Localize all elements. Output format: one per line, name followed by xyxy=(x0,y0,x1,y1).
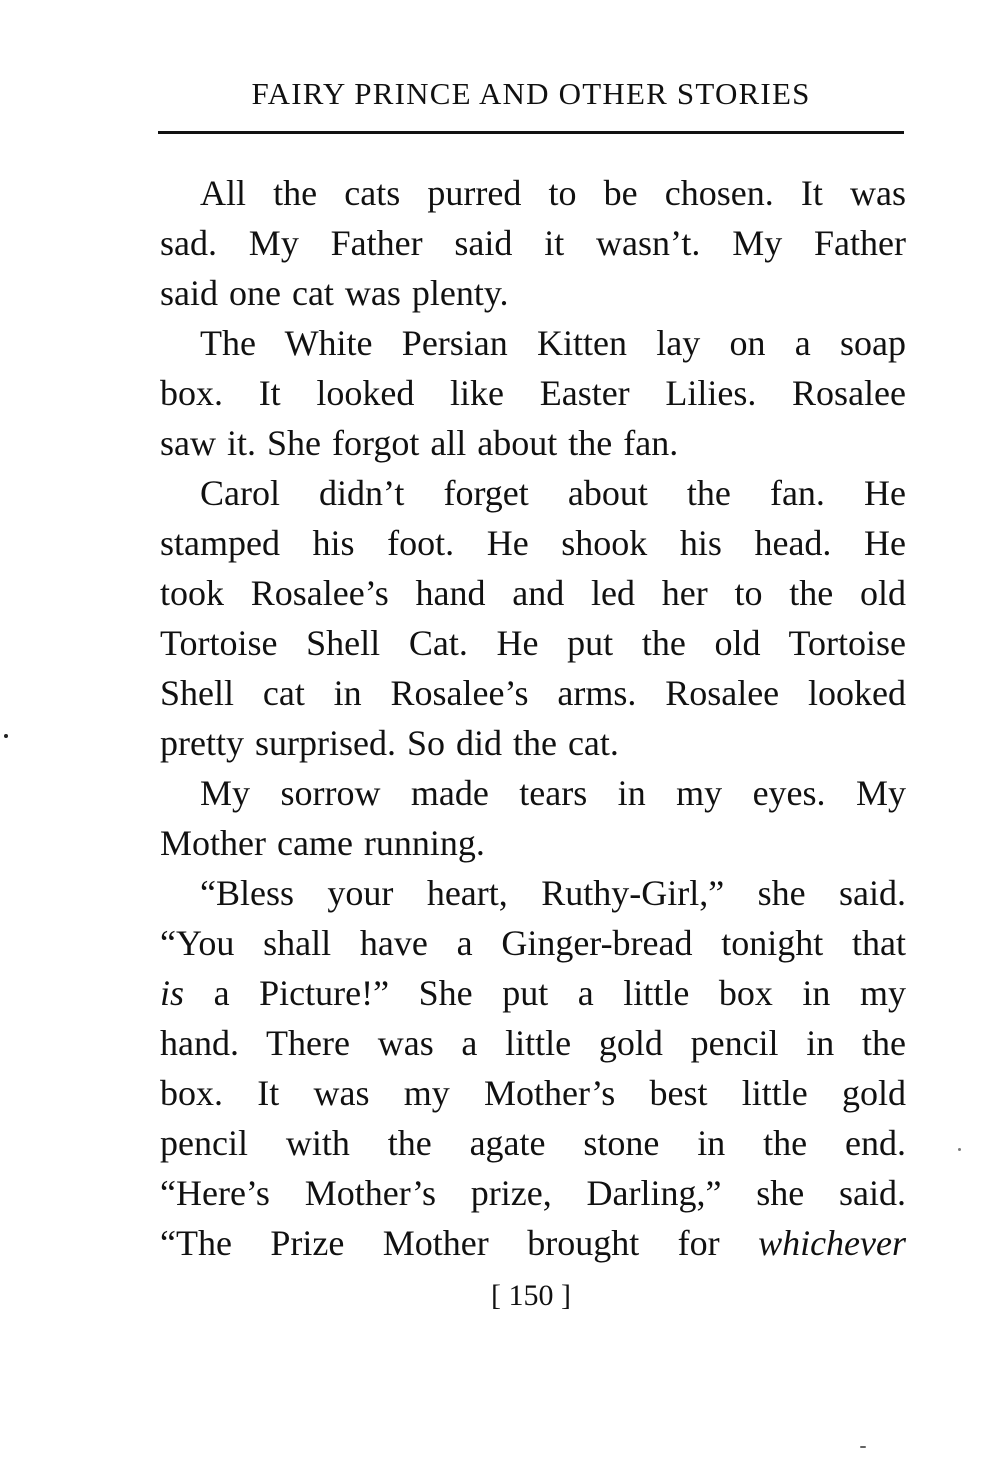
scan-speck xyxy=(860,1446,866,1448)
text-line: sad. My Father said it wasn’t. My Father xyxy=(160,223,906,263)
running-head: FAIRY PRINCE AND OTHER STORIES xyxy=(251,76,811,111)
header-rule xyxy=(158,131,904,134)
text-line: Carol didn’t forget about the fan. He xyxy=(200,473,906,513)
body-text xyxy=(160,168,906,1268)
text-line: said one cat was plenty. xyxy=(160,273,509,313)
text-line: My sorrow made tears in my eyes. My xyxy=(200,773,906,813)
text-run: “The Prize Mother brought for xyxy=(160,1223,759,1263)
text-line-with-italic xyxy=(160,968,906,1018)
italic-word: whichever xyxy=(758,1223,906,1263)
text-line: hand. There was a little gold pencil in the xyxy=(160,1023,906,1063)
text-line: box. It looked like Easter Lilies. Rosalee xyxy=(160,373,906,413)
text-line: pretty surprised. So did the cat. xyxy=(160,723,619,763)
text-line: box. It was my Mother’s best little gold xyxy=(160,1073,906,1113)
text-line-with-italic xyxy=(160,1218,906,1268)
text-line: The White Persian Kitten lay on a soap xyxy=(200,323,906,363)
italic-word: is xyxy=(160,973,185,1013)
scan-speck xyxy=(958,1148,961,1151)
text-line: Mother came running. xyxy=(160,823,485,863)
text-line: saw it. She forgot all about the fan. xyxy=(160,423,679,463)
text-line: took Rosalee’s hand and led her to the old xyxy=(160,573,906,613)
text-run: a Picture!” She put a little box in my xyxy=(184,973,906,1013)
text-line: All the cats purred to be chosen. It was xyxy=(200,173,906,213)
text-line: “Bless your heart, Ruthy-Girl,” she said. xyxy=(200,873,906,913)
scan-speck xyxy=(4,734,8,738)
text-line: “Here’s Mother’s prize, Darling,” she said. xyxy=(160,1173,906,1213)
text-line: Tortoise Shell Cat. He put the old Tortoise xyxy=(160,623,906,663)
text-line: stamped his foot. He shook his head. He xyxy=(160,523,906,563)
text-line: Shell cat in Rosalee’s arms. Rosalee looked xyxy=(160,673,906,713)
text-line: “You shall have a Ginger-bread tonight that xyxy=(160,923,906,963)
text-line: pencil with the agate stone in the end. xyxy=(160,1123,906,1163)
page-number: [ 150 ] xyxy=(491,1279,571,1312)
